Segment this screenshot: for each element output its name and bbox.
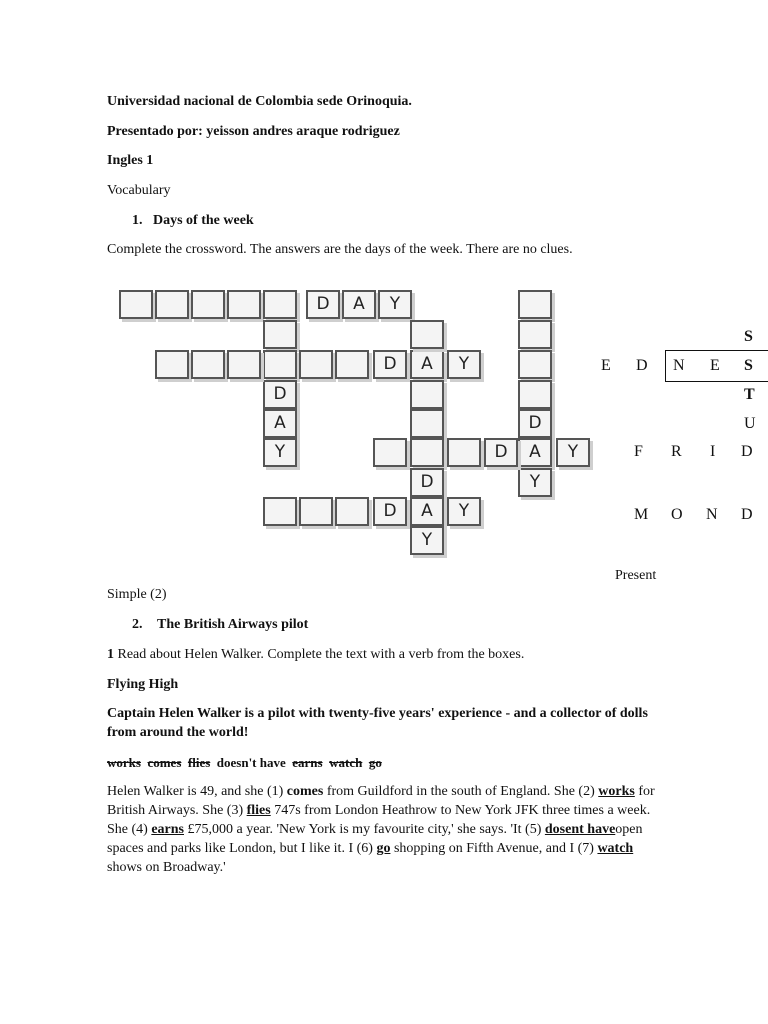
- article-lead: Captain Helen Walker is a pilot with twenty-five years' experience - and a collector of dolls from around the world!: [107, 706, 648, 740]
- task-instructions: [107, 646, 524, 664]
- monday-letter: M: [634, 506, 649, 523]
- section1-instructions: Complete the crossword. The answers are the days of the week. There are no clues.: [107, 242, 573, 257]
- side-letter: E: [601, 357, 611, 374]
- crossword-cell: Y: [518, 468, 552, 497]
- side-letter-s: S: [744, 328, 753, 345]
- body-text: 747s from London Heathrow to New York JFK three times a week. She (4): [107, 803, 651, 837]
- crossword-cell: A: [410, 350, 444, 379]
- crossword-cell: A: [410, 497, 444, 526]
- word-option: go: [368, 755, 382, 770]
- body-text: from Guildford in the south of England. She (2): [323, 784, 599, 799]
- crossword-cell: D: [484, 438, 518, 467]
- article-body: [107, 782, 667, 877]
- crossword-cell[interactable]: [263, 350, 297, 379]
- answer-2[interactable]: works: [598, 784, 635, 799]
- crossword-cell[interactable]: [447, 438, 481, 467]
- side-letter-u: U: [744, 415, 756, 432]
- crossword-cell[interactable]: [518, 380, 552, 409]
- word-option: earns: [292, 755, 323, 770]
- side-letter: D: [636, 357, 648, 374]
- friday-letter: R: [671, 443, 682, 460]
- task-number: 1: [107, 647, 114, 662]
- answer-3[interactable]: flies: [246, 803, 271, 818]
- crossword-cell: D: [263, 380, 297, 409]
- crossword-cell[interactable]: [191, 350, 225, 379]
- word-option: watch: [329, 755, 363, 770]
- crossword-cell: Y: [263, 438, 297, 467]
- crossword-cell: D: [410, 468, 444, 497]
- crossword-cell[interactable]: [410, 380, 444, 409]
- crossword-cell[interactable]: [518, 320, 552, 349]
- body-text: open spaces and parks like London, but I like it. I (6): [107, 822, 643, 856]
- crossword-cell: Y: [378, 290, 412, 319]
- crossword-cell[interactable]: [155, 290, 189, 319]
- present-label: Present: [615, 568, 657, 583]
- answer-1[interactable]: comes: [286, 784, 324, 799]
- crossword-cell: Y: [556, 438, 590, 467]
- crossword-cell[interactable]: [335, 350, 369, 379]
- crossword-cell[interactable]: [373, 438, 407, 467]
- answer-6[interactable]: go: [376, 841, 391, 856]
- answer-5[interactable]: dosent have: [544, 822, 616, 837]
- crossword-cell: Y: [410, 526, 444, 555]
- crossword-cell: A: [342, 290, 376, 319]
- friday-letter: I: [710, 443, 716, 460]
- crossword-cell[interactable]: [335, 497, 369, 526]
- crossword-cell: D: [373, 350, 407, 379]
- friday-letter: D: [741, 443, 753, 460]
- university-name: Universidad nacional de Colombia sede Orinoquia.: [107, 94, 412, 109]
- section1-title: Days of the week: [153, 213, 254, 228]
- crossword-cell[interactable]: [410, 320, 444, 349]
- section2-number: 2.: [132, 617, 143, 632]
- presented-by: Presentado por: yeisson andres araque rodriguez: [107, 124, 400, 139]
- word-option: flies: [187, 755, 211, 770]
- crossword-cell[interactable]: [119, 290, 153, 319]
- word-box: [107, 754, 382, 772]
- article-title: Flying High: [107, 677, 179, 692]
- monday-letter: N: [706, 506, 718, 523]
- monday-letter: D: [741, 506, 753, 523]
- crossword-cell[interactable]: [263, 497, 297, 526]
- crossword-cell[interactable]: [227, 350, 261, 379]
- crossword-cell[interactable]: [518, 350, 552, 379]
- body-text: Helen Walker is 49, and she (1): [107, 784, 287, 799]
- answer-4[interactable]: earns: [151, 822, 184, 837]
- section1-number: 1.: [132, 213, 143, 228]
- crossword-cell: A: [518, 438, 552, 467]
- crossword-cell: Y: [447, 497, 481, 526]
- crossword-cell[interactable]: [299, 350, 333, 379]
- crossword-cell[interactable]: [263, 320, 297, 349]
- course-name: Ingles 1: [107, 153, 154, 168]
- crossword-cell: A: [263, 409, 297, 438]
- word-option: works: [107, 755, 141, 770]
- body-text: for British Airways. She (3): [107, 784, 655, 818]
- section2-title: The British Airways pilot: [157, 617, 309, 632]
- word-option: comes: [147, 755, 182, 770]
- crossword-cell[interactable]: [410, 409, 444, 438]
- task-text: Read about Helen Walker. Complete the text with a verb from the boxes.: [117, 647, 525, 662]
- side-letter-t: T: [744, 386, 755, 403]
- crossword-cell[interactable]: [155, 350, 189, 379]
- answer-7[interactable]: watch: [597, 841, 634, 856]
- crossword-cell[interactable]: [410, 438, 444, 467]
- crossword-cell[interactable]: [227, 290, 261, 319]
- crossword-cell: D: [518, 409, 552, 438]
- side-letter: S: [744, 357, 753, 374]
- body-text: shows on Broadway.': [107, 860, 226, 875]
- crossword-cell[interactable]: [191, 290, 225, 319]
- body-text: £75,000 a year. 'New York is my favourite city,' she says. 'It (5): [184, 822, 545, 837]
- body-text: shopping on Fifth Avenue, and I (7): [390, 841, 598, 856]
- section-vocabulary: Vocabulary: [107, 183, 171, 198]
- crossword-cell: D: [306, 290, 340, 319]
- crossword-cell[interactable]: [299, 497, 333, 526]
- monday-letter: O: [671, 506, 683, 523]
- side-letter: E: [710, 357, 720, 374]
- crossword-cell: D: [373, 497, 407, 526]
- crossword-cell[interactable]: [518, 290, 552, 319]
- crossword-cell: Y: [447, 350, 481, 379]
- friday-letter: F: [634, 443, 643, 460]
- word-option: doesn't have: [216, 755, 286, 770]
- side-letter: N: [673, 357, 685, 374]
- simple-label: Simple (2): [107, 587, 167, 602]
- crossword-cell[interactable]: [263, 290, 297, 319]
